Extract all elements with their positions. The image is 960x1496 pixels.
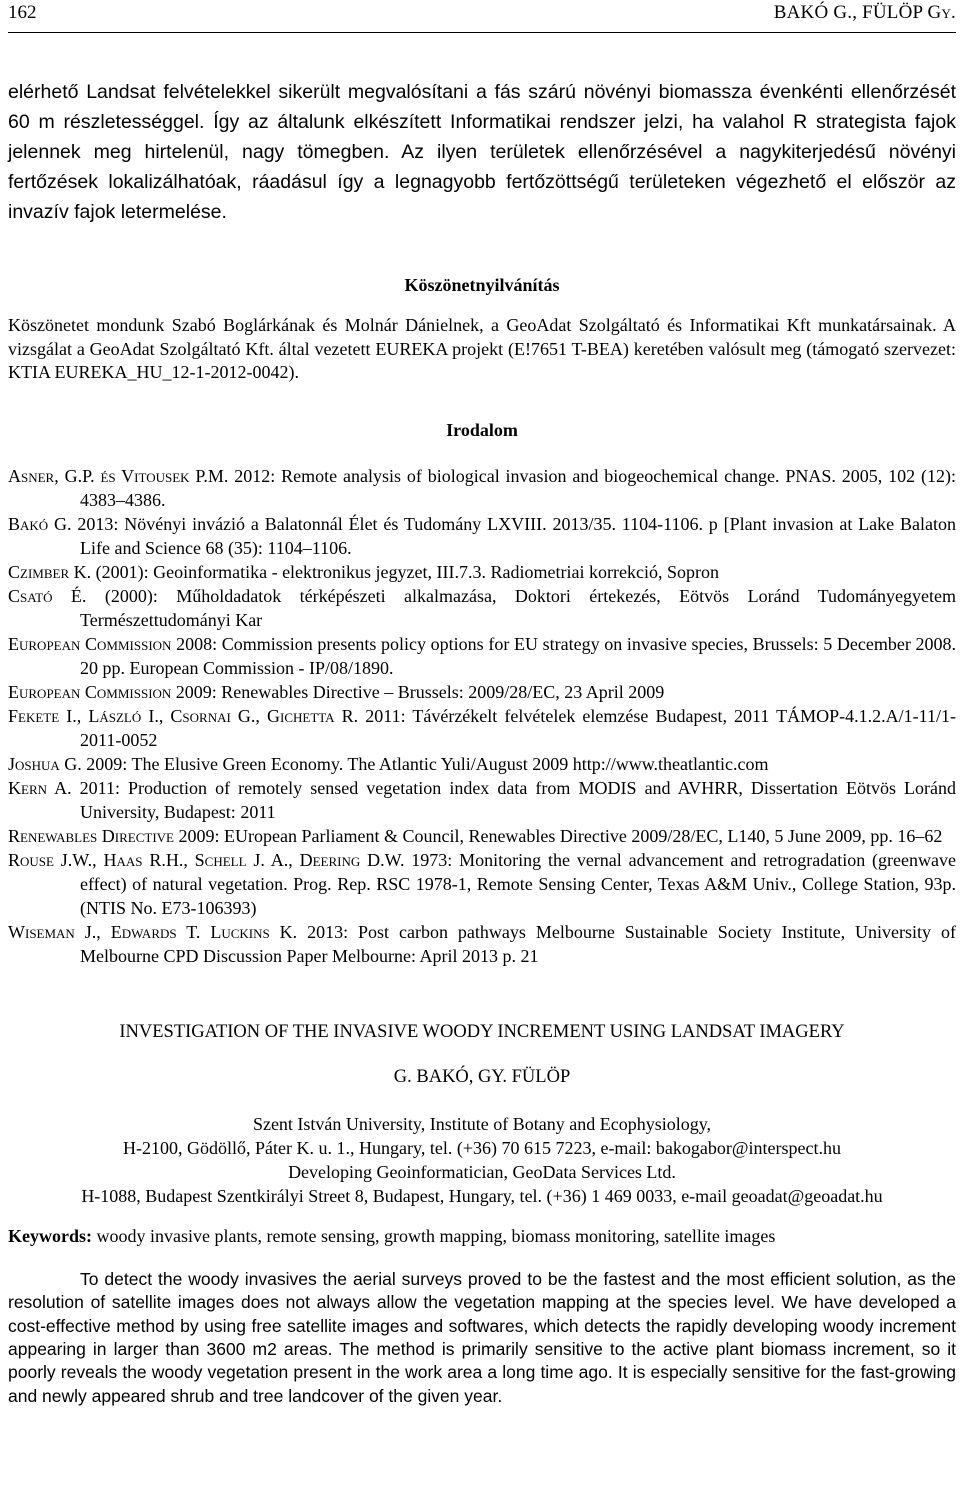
reference-item	[8, 464, 956, 512]
reference-list	[8, 464, 956, 968]
reference-authors: Asner, G.P. és Vitousek P.M.	[8, 465, 229, 486]
intro-paragraph: elérhető Landsat felvételekkel sikerült megvalósítani a fás szárú növényi biomassza évenkénti ellenőrzését 60 m részletességgel. Így az általunk elkészített Informatikai rendszer jelzi, ha valahol R strategista fajok jelennek meg hirtelenül, nagy tömegben. Az ilyen területek ellenőrzésével a nagykiterjedésű növényi fertőzések lokalizálhatóak, ráadásul így a legnagyobb fertőzöttségű területeken végezhető el először az invazív fajok letermelése.	[8, 81, 956, 223]
abstract-authors: G. BAKÓ, GY. FÜLÖP	[393, 1066, 571, 1087]
reference-item	[8, 680, 956, 704]
reference-text: 2008: Commission presents policy options for EU strategy on invasive species, Brussels: 5 December 2008. 20 pp. European Commission - IP/08/1890.	[80, 633, 957, 678]
reference-item	[8, 584, 956, 632]
references-title: Irodalom	[446, 419, 518, 440]
reference-item	[8, 920, 956, 968]
reference-text: 2011: Production of remotely sensed vegetation index data from MODIS and AVHRR, Dissertation Eötvös Loránd University, Budapest: 2011	[71, 777, 956, 822]
reference-text: 2009: Renewables Directive – Brussels: 2009/28/EC, 23 April 2009	[171, 681, 665, 702]
affiliation-line: Szent István University, Institute of Botany and Ecophysiology,	[252, 1113, 712, 1134]
reference-text: (2001): Geoinformatika - elektronikus jegyzet, III.7.3. Radiometriai korrekció, Sopron	[91, 561, 719, 582]
reference-authors: Joshua G.	[8, 753, 82, 774]
keywords	[8, 1224, 956, 1248]
reference-item	[8, 776, 956, 824]
reference-authors: Renewables Directive	[8, 825, 174, 846]
reference-text: (2000): Műholdadatok térképészeti alkalmazása, Doktori értekezés, Eötvös Loránd Tudományegyetem Természettudományi Kar	[80, 585, 956, 630]
abstract-text: To detect the woody invasives the aerial surveys proved to be the fastest and the most efficient solution, as the resolution of satellite images does not always allow the vegetation mapping at the species level. We have developed a cost-effective method by using free satellite images and softwares, which detects the rapidly developing woody increment appearing in larger than 3600 m2 areas. The method is primarily sensitive to the active plant biomass increment, so it poorly reveals the woody vegetation present in the work area a long time ago. It is especially sensitive for the fast-growing and newly appeared shrub and tree landcover of the given year.	[8, 1268, 956, 1406]
reference-authors: European Commission	[8, 633, 172, 654]
reference-authors: Csató É.	[8, 585, 87, 606]
reference-authors: Bakó G.	[8, 513, 72, 534]
reference-text: 2012: Remote analysis of biological invasion and biogeochemical change. PNAS. 2005, 102 (12): 4383–4386.	[80, 465, 956, 510]
running-head: BAKÓ G., FÜLÖP Gy.	[773, 2, 956, 23]
reference-item	[8, 512, 956, 560]
reference-authors: Wiseman J., Edwards T. Luckins K.	[8, 921, 298, 942]
reference-authors: Czimber K.	[8, 561, 92, 582]
keywords-label: Keywords:	[8, 1225, 92, 1246]
affiliation-line: H-1088, Budapest Szentkirályi Street 8, Budapest, Hungary, tel. (+36) 1 469 0033, e-mail geoadat@geoadat.hu	[81, 1185, 883, 1206]
reference-item	[8, 704, 956, 752]
acknowledgement-text: Köszönetet mondunk Szabó Boglárkának és Molnár Dánielnek, a GeoAdat Szolgáltató és Informatikai Kft munkatársainak. A vizsgálat a GeoAdat Szolgáltató Kft. által vezetett EUREKA projekt (E!7651 T-BEA) keretében valósult meg (támogató szervezet: KTIA EUREKA_HU_12-1-2012-0042).	[8, 315, 956, 383]
reference-item	[8, 632, 956, 680]
reference-text: 2011: Távérzékelt felvételek elemzése Budapest, 2011 TÁMOP-4.1.2.A/1-11/1-2011-0052	[80, 705, 956, 750]
reference-authors: Fekete I., László I., Csornai G., Gichetta R.	[8, 705, 359, 726]
reference-text: 2013: Post carbon pathways Melbourne Sustainable Society Institute, University of Melbourne CPD Discussion Paper Melbourne: April 2013 p. 21	[80, 921, 956, 966]
reference-authors: Kern A.	[8, 777, 72, 798]
reference-text: 2009: The Elusive Green Economy. The Atlantic Yuli/August 2009 http://www.theatlantic.com	[81, 753, 769, 774]
reference-authors: Rouse J.W., Haas R.H., Schell J. A., Deering D.W.	[8, 849, 405, 870]
reference-text: 1973: Monitoring the vernal advancement and retrogradation (greenwave effect) of natural vegetation. Prog. Rep. RSC 1978-1, Remote Sensing Center, Texas A&M Univ., College Station, 93p. (NTIS No. E73-106393)	[80, 849, 956, 918]
reference-text: 2009: EUropean Parliament & Council, Renewables Directive 2009/28/EC, L140, 5 June 2009, pp. 16–62	[174, 825, 943, 846]
reference-item	[8, 560, 956, 584]
reference-item	[8, 824, 956, 848]
affiliation-line: H-2100, Gödöllő, Páter K. u. 1., Hungary, tel. (+36) 70 615 7223, e-mail: bakogabor@interspect.hu	[123, 1137, 841, 1158]
keywords-text: woody invasive plants, remote sensing, growth mapping, biomass monitoring, satellite images	[92, 1225, 776, 1246]
reference-item	[8, 848, 956, 920]
page	[8, 0, 956, 1408]
acknowledgement-title: Köszönetnyilvánítás	[404, 275, 560, 295]
page-number: 162	[8, 2, 37, 23]
affiliation-line: Developing Geoinformatician, GeoData Services Ltd.	[288, 1161, 676, 1182]
reference-authors: European Commission	[8, 681, 172, 702]
reference-text: 2013: Növényi invázió a Balatonnál Élet és Tudomány LXVIII. 2013/35. 1104-1106. p [Plant invasion at Lake Balaton Life and Science 68 (35): 1104–1106.	[71, 513, 956, 558]
reference-item	[8, 752, 956, 776]
abstract-title: INVESTIGATION OF THE INVASIVE WOODY INCREMENT USING LANDSAT IMAGERY	[119, 1021, 845, 1042]
affiliations	[8, 1112, 956, 1208]
page-header	[8, 0, 956, 33]
